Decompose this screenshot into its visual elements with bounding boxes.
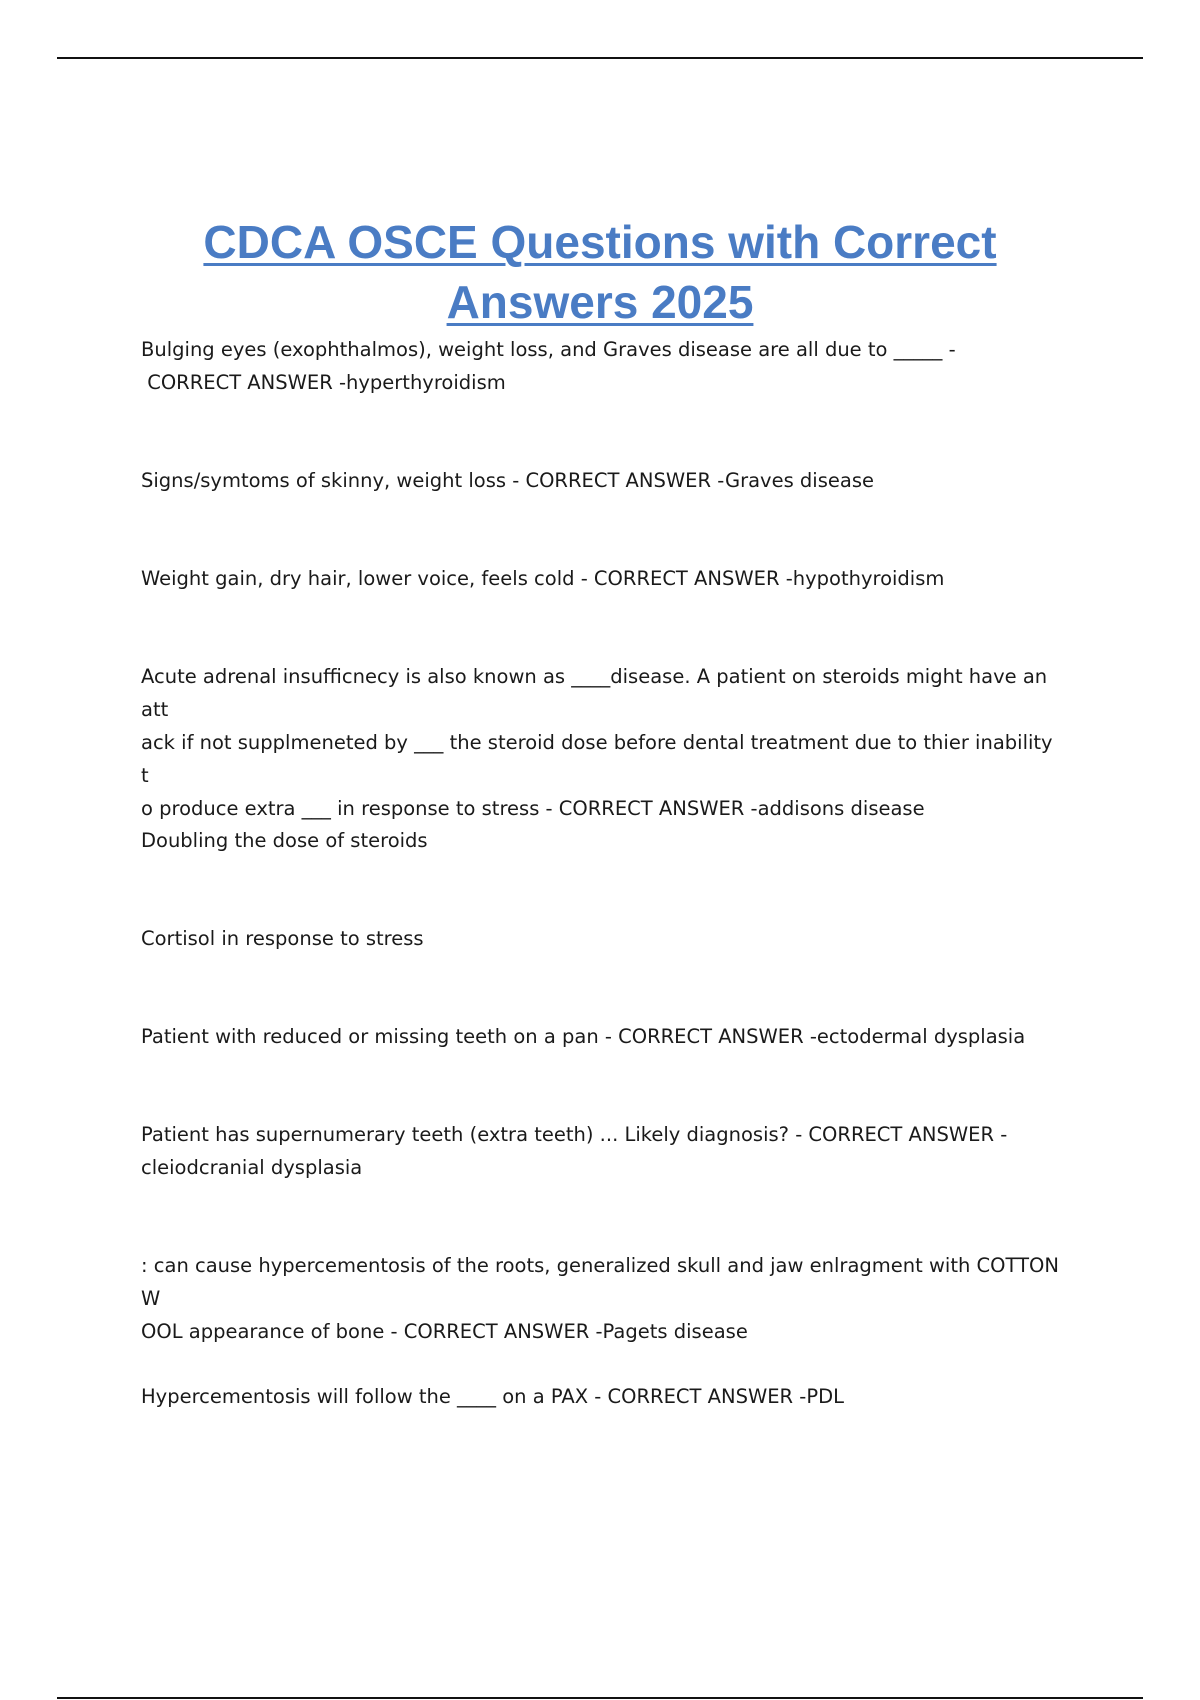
title-line-1: CDCA OSCE Questions with Correct (203, 216, 997, 268)
bottom-divider (57, 1697, 1143, 1699)
qa-item-8: Patient has supernumerary teeth (extra teeth) ... Likely diagnosis? - CORRECT ANSWER - cleiodcranial dysplasia (141, 1123, 1008, 1179)
qa-item-7: Patient with reduced or missing teeth on a pan - CORRECT ANSWER -ectodermal dysplasia (141, 1025, 1026, 1048)
qa-item-10: Hypercementosis will follow the ____ on a PAX - CORRECT ANSWER -PDL (141, 1385, 844, 1408)
qa-item-3: Weight gain, dry hair, lower voice, feels cold - CORRECT ANSWER -hypothyroidism (141, 567, 945, 590)
top-divider (57, 57, 1143, 59)
qa-item-5: Doubling the dose of steroids (141, 829, 428, 852)
page-title (0, 212, 1200, 332)
qa-item-4: Acute adrenal insufficnecy is also known as ____disease. A patient on steroids might have an att ack if not supplmeneted by ___ the steroid dose before dental treatment due to thier inability t o produce extra ___ in response to stress - CORRECT ANSWER -addisons disease (141, 665, 1053, 820)
qa-item-9: : can cause hypercementosis of the roots, generalized skull and jaw enlragment with COTTON W OOL appearance of bone - CORRECT ANSWER -Pagets disease (141, 1254, 1059, 1343)
qa-item-2: Signs/symtoms of skinny, weight loss - CORRECT ANSWER -Graves disease (141, 469, 874, 492)
title-line-2: Answers 2025 (446, 276, 754, 328)
qa-item-1: Bulging eyes (exophthalmos), weight loss, and Graves disease are all due to _____ - CORRECT ANSWER -hyperthyroidism (141, 338, 956, 394)
qa-item-6: Cortisol in response to stress (141, 927, 424, 950)
